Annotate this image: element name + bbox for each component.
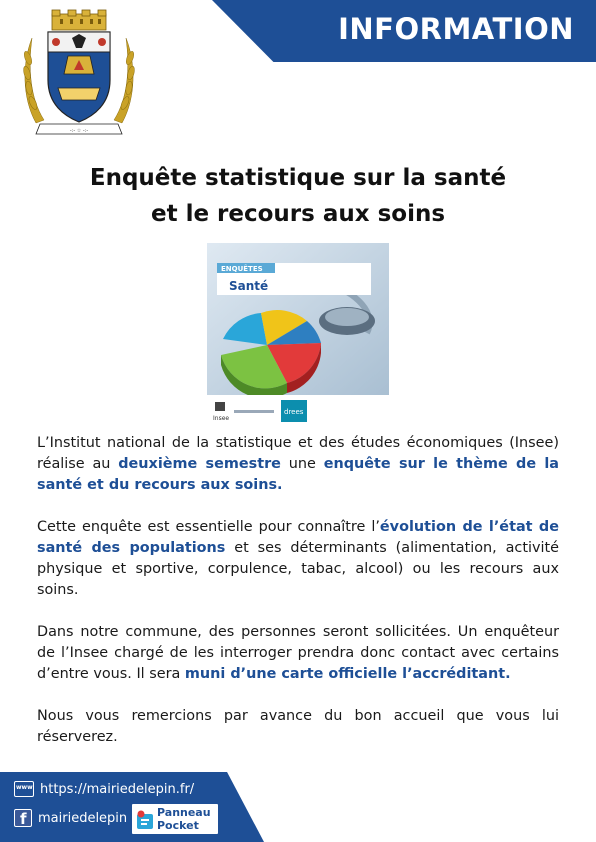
highlight-theme: enquête sur le thème de la santé et du recours aux soins.	[37, 456, 559, 493]
paragraph-2: Cette enquête est essentielle pour connaître l’évolution de l’état de santé des populations et ses déterminants (alimentation, activité physique et sportive, corpulence, tabac, alcool) ou les recours aux soins.	[37, 519, 559, 598]
insee-logo-text: Insee	[213, 415, 230, 422]
highlight-carte: muni d’une carte officielle l’accréditant.	[184, 666, 511, 682]
illustration-title: Santé	[229, 279, 269, 293]
paragraph-4: Nous vous remercions par avance du bon accueil que vous lui réserverez.	[37, 708, 559, 745]
paragraph-3: Dans notre commune, des personnes seront sollicitées. Un enquêteur de l’Insee chargé de les interroger prendra donc contact avec certains d’entre vous. Il sera muni d’une carte officielle l’accréditant.	[37, 624, 559, 682]
highlight-semestre: deuxième semestre	[118, 456, 281, 472]
title-line-2: et le recours aux soins	[150, 201, 446, 227]
crest-motto: -:- ☆ -:-	[69, 128, 89, 134]
survey-illustration	[207, 243, 389, 395]
coat-of-arms-logo	[18, 8, 140, 138]
title-line-1: Enquête statistique sur la santé	[89, 165, 507, 191]
www-icon: www	[14, 781, 34, 797]
website-link[interactable]: https://mairiedelepin.fr/	[40, 781, 195, 797]
page-title	[30, 160, 566, 232]
highlight-evolution: évolution de l’état de santé des populations	[37, 519, 559, 556]
body-text	[37, 433, 559, 769]
panneau-pocket-label: Panneau Pocket	[157, 806, 211, 832]
facebook-row[interactable]	[14, 809, 127, 827]
facebook-icon: f	[14, 809, 32, 827]
drees-logo-text: drees	[284, 408, 304, 416]
banner-title: INFORMATION	[338, 12, 574, 46]
panneau-pocket-icon	[136, 810, 154, 830]
paragraph-1: L’Institut national de la statistique et des études économiques (Insee) réalise au deuxième semestre une enquête sur le thème de la santé et du recours aux soins.	[37, 435, 559, 493]
website-row[interactable]	[14, 781, 194, 797]
facebook-link[interactable]: mairiedelepin	[38, 810, 128, 826]
partner-logos	[207, 400, 317, 422]
illustration-tag: ENQUÊTES	[221, 265, 263, 273]
panneau-pocket-badge[interactable]	[131, 803, 219, 835]
